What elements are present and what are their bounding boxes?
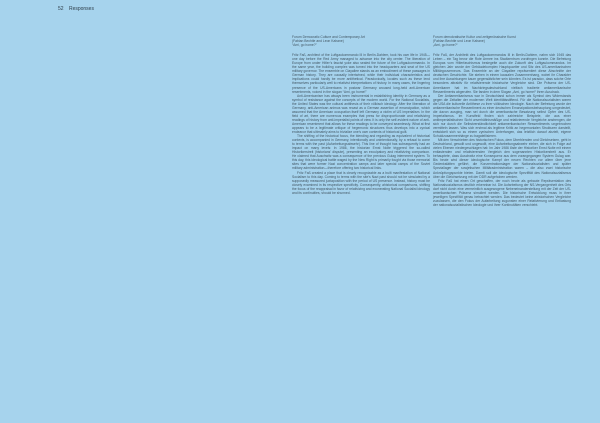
english-heading: Forum Democratic Culture and Contemporary Art [292, 35, 365, 39]
english-column [292, 35, 430, 195]
german-paragraph: Mit den Verschieben des historischen Fokus, dem Überblenden und Gleichsetzen, geht in Deutschland, gewollt und ungewollt, eine Aufarbeitungsabwehr einher, die sich in Folge auf vielen Ebenen niedergeschlagen hat: Im Jahr 1986 löste der Historiker Ernst Nolte mit einem entlastenden und relativierenden Vergleich den sogenannten Historikerstreit aus. Er behauptete, dass Auschwitz eine Konsequenz aus dem vorangegangen System Gulag war. Bis heute wird dieser ideologische Kampf der neuen Rechten vor allem über jene Gedenkstätten geführt, die Konzentrationslager der Nationalsozialisten und später Speziallager der sowjetischen Militäradministration waren – die also zwei historische Anknüpfungspunkte bieten. Damit soll die ideologische Spezifität des Nationalsozialismus über die Gleichsetzung mit der DDR aufgehoben werden. [433, 138, 571, 179]
page-number: 52 [58, 6, 64, 12]
english-paragraph: The shifting of the historical focus, the blending and regarding as equivalent of historical contexts, is accompanied in Germany, intentionally and unintentionally, by a refusal to come to terms with the past (Aufarbeitungsabwehr). This line of thought has subsequently had an impact on many levels: In 1986, the historian Ernst Nolte triggered the so-called Historikerstreit (historians’ dispute), presenting an exculpatory and relativizing comparison. He claimed that Auschwitz was a consequence of the previous Gulag internment system. To this day, this ideological battle waged by the New Right is primarily fought via those memorial sites that were former Nazi concentration camps and later special camps of the Soviet military administration—therefore offering two historical links. [292, 134, 430, 171]
english-subtitle: “Ami, go home?” [292, 43, 317, 48]
english-paragraph: Fritz Faß, architect of the Luftgaukommando III in Berlin-Dahlem, took his own life in 1945—one day before the Red Army managed to advance into the city center. The liberation of Europe from under Hitler’s fascist yoke also sealed the future of the Luftgaukommando. In the same year, the building complex was turned into the headquarters and seat of the US military governor. The ensemble on Clayallee stands as an embodiment of these passages in German history. They are causally intertwined, while their individual characteristics and implications could hardly be more antithetical. Paradoxically, locales such as these lend themselves particularly well to relativist interpretations of history. In many cases, the lingering presence of the US-Americans in postwar Germany aroused long-held anti-American resentments, voiced in the slogan “Ami, go home!” [292, 53, 430, 94]
german-paragraph: Fritz Faß, der Architekt des Luftgaukommandos III in Berlin-Dahlem, nahm sich 1945 das Leben – ein Tag bevor die Rote Armee ins Stadtzentrum vordringen konnte. Die Befreiung Europas vom Hitlerfaschismus besiegelte auch die Zukunft des Luftgaukommandos. Im gleichen Jahr wurde der Gebäudekomplex Hauptquartier und Sitz des US-amerikanischen Militärgouverneurs. Das Ensemble an der Clayallee repräsentiert diese Abschnitte der deutschen Geschichte. Sie stehen in einem kausalen Zusammenhang, wobei ihr Charakter und ihre Auswirkungen kaum gegensätzlicher sein könnten. Es ist paradox, dass solche Orte besonders attraktiv für relativierende historische Vergleiche sind. Die Präsenz der US-Amerikaner hat im Nachkriegsdeutschland vielfach tradierte antiamerikanische Ressentiments abgerufen. Sie fanden in dem Slogan „Ami, go home!“ ihren Ausdruck. [433, 53, 571, 94]
english-authors: (Fabian Bechtle and Leon Kahane) [292, 39, 344, 44]
english-paragraph: Fritz Faß created a place that is clearly recognizable as a built manifestation of National Socialism to this day. Coming to terms with the site’s Nazi past should not be simulated by a supposedly measured juxtaposition with the period of US presence. Instead, history must be closely examined in its respective specificity. Consequently, ahistorical comparisons, shifting the focus of the reappraisal in favor of relativizing and exonerating National Socialist ideology and its continuities, should be shunned. [292, 170, 430, 195]
german-heading: Forum demokratische Kultur und zeitgenössische Kunst [433, 35, 516, 39]
german-paragraph: Fritz Faß hat einen Ort geschaffen, der noch heute als gebaute Repräsentation des Nationalsozialismus deutlich erkennbar ist. Die Aufarbeitung der NS-Vergangenheit des Orts darf nicht durch eine vermeintlich ausgewogene Nebeneinanderstellung mit der Zeit der US-amerikanischen Präsenz simuliert werden. Die historische Entwicklung muss in ihrer jeweiligen Spezifität genau betrachtet werden. Das bedeutet keine ahistorischen Vergleiche zuzulassen, die den Fokus der Aufarbeitung zugunsten einer Relativierung und Entlastung der nationalsozialistischen Ideologie und ihrer Kontinuitäten verschiebt. [433, 178, 571, 207]
running-head [58, 6, 94, 12]
german-authors: (Fabian Bechtle und Leon Kahane) [433, 39, 485, 44]
german-column [433, 35, 571, 207]
english-paragraph: Anti-Americanism has always been instrumental in establishing identity in Germany as a symbol of resistance against the concepts of the modern world. For the National Socialists, the United States was the cultural antithesis of their völkisch ideology. After the liberation of Germany, anti-American animus was recast as a German assertion of emancipation, which assumed that the American occupation itself left Germany a victim of US imperialism. In the field of art, there are numerous examples that press for disproportionate and relativizing readings of history from anti-imperialist points of view. It is only the self-evident nature of anti-American resentment that allows for these readings to be conveyed seamlessly. What at first appears to be a legitimate critique of hegemonic structures thus develops into a cynical endeavor that ultimately aims to trivialize one’s own contexts of historical guilt. [292, 93, 430, 135]
german-header [433, 35, 571, 47]
english-header [292, 35, 430, 47]
german-subtitle: „Ami, go home?“ [433, 43, 458, 48]
section-title: Responses [68, 6, 94, 12]
german-paragraph: Der Antiamerikanismus war in Deutschland schon immer als Symbol des Widerstands gegen die Zeitalter der modernen Welt identitätsstiftend. Für die Nationalsozialisten waren die USA die kulturelle Antithese zu ihrer völkischen Ideologie. Nach der Befreiung wurde der antiamerikanische Ressentiment zu einer deutschen Emanzipationsbehauptung umgedeutet, die davon ausging, man sei durch die amerikanische Besatzung selbst Opfer des US-Imperialismus. Im Kunstfeld finden sich zahlreiche Beispiele, die aus einer antiimperialistischen Sicht unverhältnismäßige und relativierende Vergleiche anstrengen, die sich nur durch die Selbstverständlichkeit antiamerikanischer Ressentiments ungebrochen vermitteln lassen. Was sich erstmal als legitime Kritik an hegemonialen Strukturen darstellt, entwickelt sich so zu einem zynischen Unterfangen, das letztlich darauf abzielt, eigene Schuldzusammenhänge zu bagatellisieren. [433, 93, 571, 139]
